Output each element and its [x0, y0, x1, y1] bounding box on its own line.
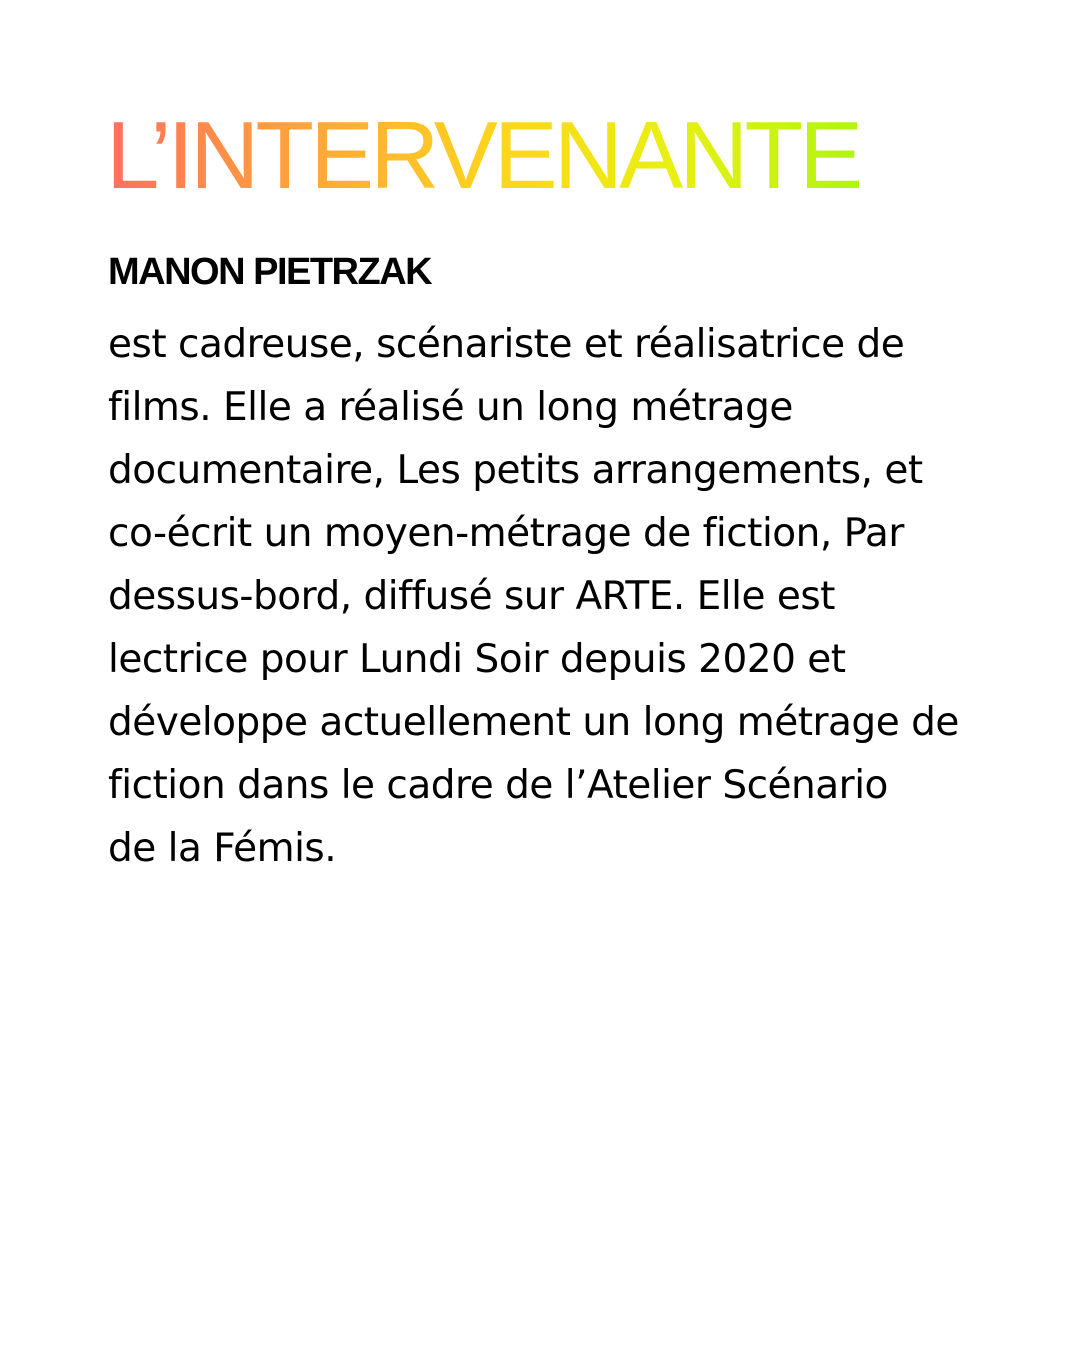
speaker-name: MANON PIETRZAK: [108, 251, 432, 293]
bio-line: de la Fémis.: [108, 826, 337, 871]
speaker-bio: [108, 313, 988, 880]
bio-line: développe actuellement un long métrage de: [108, 700, 959, 745]
bio-line: dessus-bord, diffusé sur ARTE. Elle est: [108, 574, 835, 619]
bio-line: films. Elle a réalisé un long métrage: [108, 385, 793, 430]
page-title: L’INTERVENANTE: [106, 100, 859, 212]
bio-line: co-écrit un moyen-métrage de fiction, Par: [108, 511, 904, 556]
bio-line: fiction dans le cadre de l’Atelier Scénario: [108, 763, 888, 808]
bio-line: est cadreuse, scénariste et réalisatrice de: [108, 322, 905, 367]
bio-line: lectrice pour Lundi Soir depuis 2020 et: [108, 637, 846, 682]
bio-line: documentaire, Les petits arrangements, et: [108, 448, 923, 493]
